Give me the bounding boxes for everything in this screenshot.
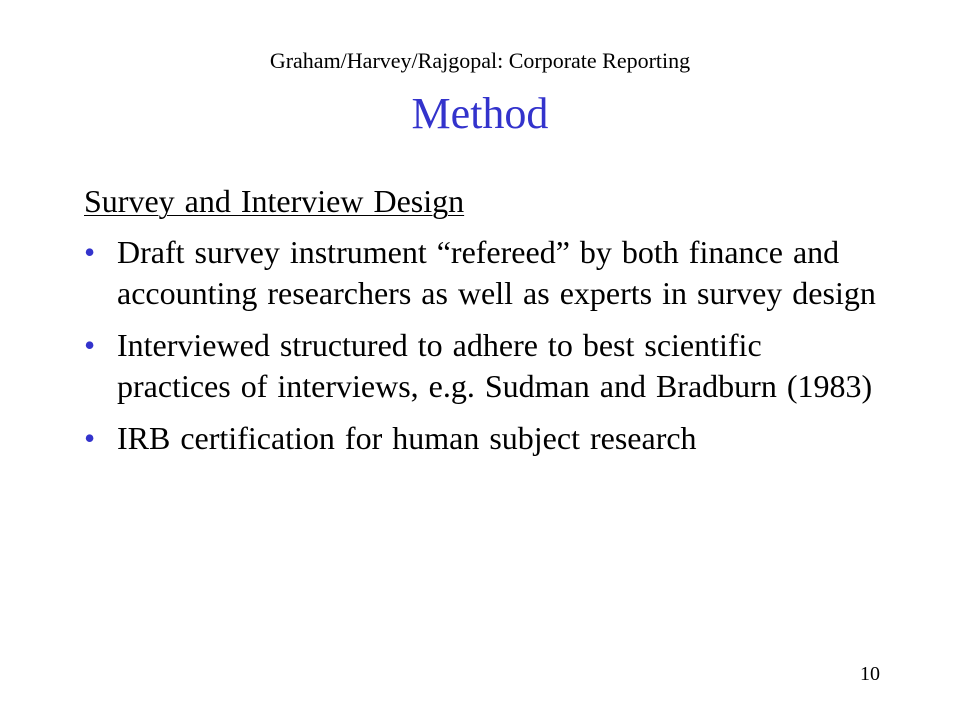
slide-header: Graham/Harvey/Rajgopal: Corporate Reporting [269,48,691,73]
bullet-item [84,232,884,314]
section-heading: Survey and Interview Design [84,183,465,219]
bullet-list [84,232,884,470]
bullet-text: IRB certification for human subject research [117,420,697,456]
bullet-text: Draft survey instrument “refereed” by both finance and accounting researchers as well as experts in survey design [117,234,876,311]
bullet-icon: • [84,234,96,270]
bullet-icon: • [84,327,96,363]
bullet-item [84,418,884,459]
bullet-text: Interviewed structured to adhere to best scientific practices of interviews, e.g. Sudman and Bradburn (1983) [117,327,873,404]
bullet-icon: • [84,420,96,456]
slide-title: Method [411,89,549,138]
page-number: 10 [860,663,880,685]
bullet-item [84,325,884,407]
